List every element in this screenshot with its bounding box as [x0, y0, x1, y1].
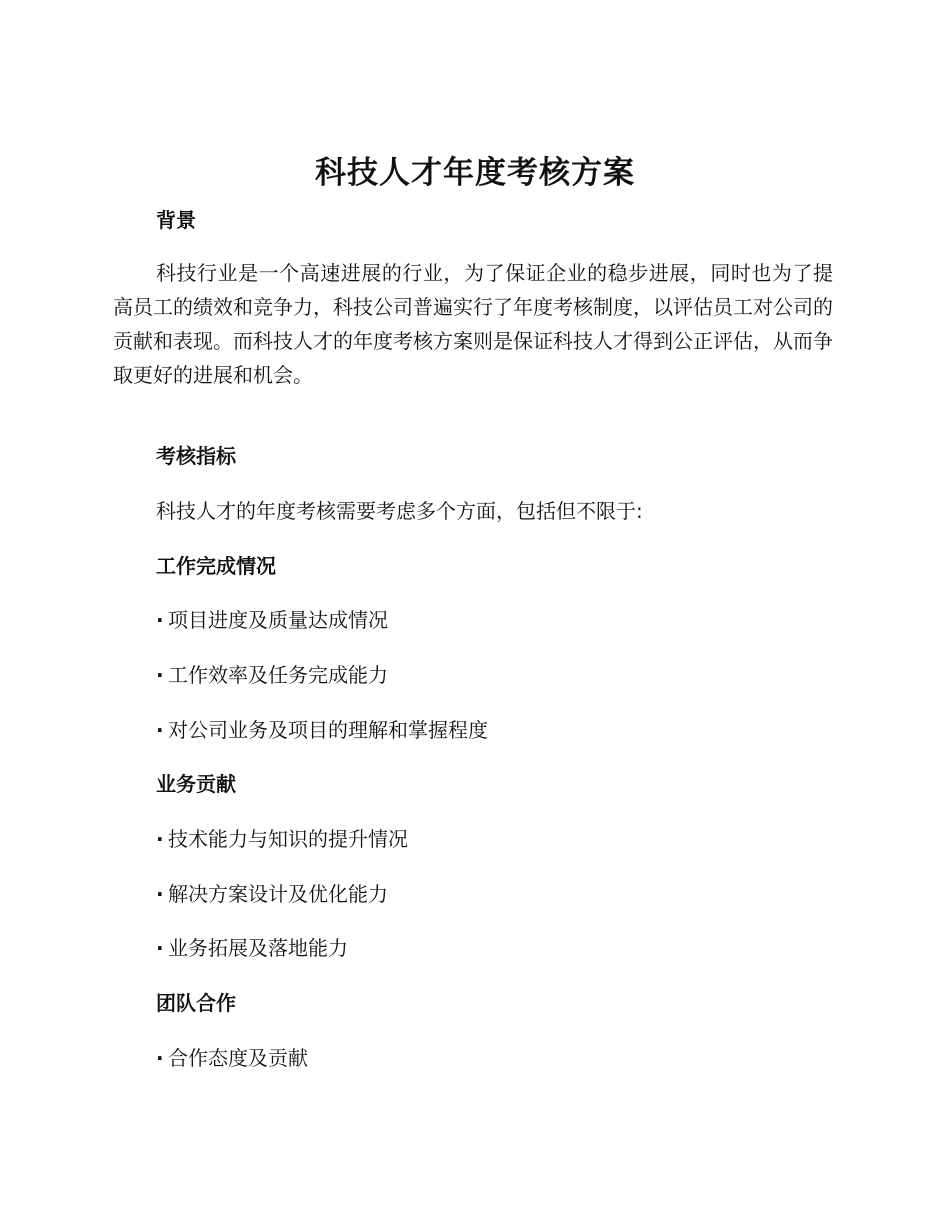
list-item: [156, 715, 488, 745]
list-item-text: 项目进度及质量达成情况: [168, 608, 388, 632]
list-item-text: 对公司业务及项目的理解和掌握程度: [168, 718, 488, 742]
list-item-text: 合作态度及贡献: [168, 1046, 308, 1070]
bullet-dot: ·: [156, 1046, 164, 1070]
bullet-dot: ·: [156, 882, 164, 906]
section-heading-indicators: 考核指标: [156, 444, 236, 468]
section-heading-background: 背景: [156, 208, 196, 232]
bullet-dot: ·: [156, 718, 164, 742]
bullet-dot: ·: [156, 608, 164, 632]
section-heading-business-contribution: 业务贡献: [156, 772, 236, 796]
section-heading-teamwork: 团队合作: [156, 991, 236, 1015]
bullet-dot: ·: [156, 936, 164, 960]
list-item-text: 解决方案设计及优化能力: [168, 882, 388, 906]
list-item-text: 技术能力与知识的提升情况: [168, 827, 408, 851]
bullet-dot: ·: [156, 827, 164, 851]
list-item: [156, 605, 388, 635]
bullet-dot: ·: [156, 663, 164, 687]
list-item: [156, 660, 388, 690]
list-item-text: 业务拓展及落地能力: [168, 936, 348, 960]
list-item-text: 工作效率及任务完成能力: [168, 663, 388, 687]
background-paragraph: 科技行业是一个高速进展的行业，为了保证企业的稳步进展，同时也为了提高员工的绩效和竞争力，科技公司普遍实行了年度考核制度，以评估员工对公司的贡献和表现。而科技人才的年度考核方案则是保证科技人才得到公正评估，从而争取更好的进展和机会。: [113, 261, 833, 387]
list-item: [156, 824, 408, 854]
list-item: [156, 1043, 308, 1073]
list-item: [156, 879, 388, 909]
document-title: 科技人才年度考核方案: [315, 155, 635, 191]
indicators-intro: 科技人才的年度考核需要考虑多个方面，包括但不限于:: [156, 499, 643, 523]
list-item: [156, 933, 348, 963]
section-heading-work-completion: 工作完成情况: [156, 554, 276, 578]
